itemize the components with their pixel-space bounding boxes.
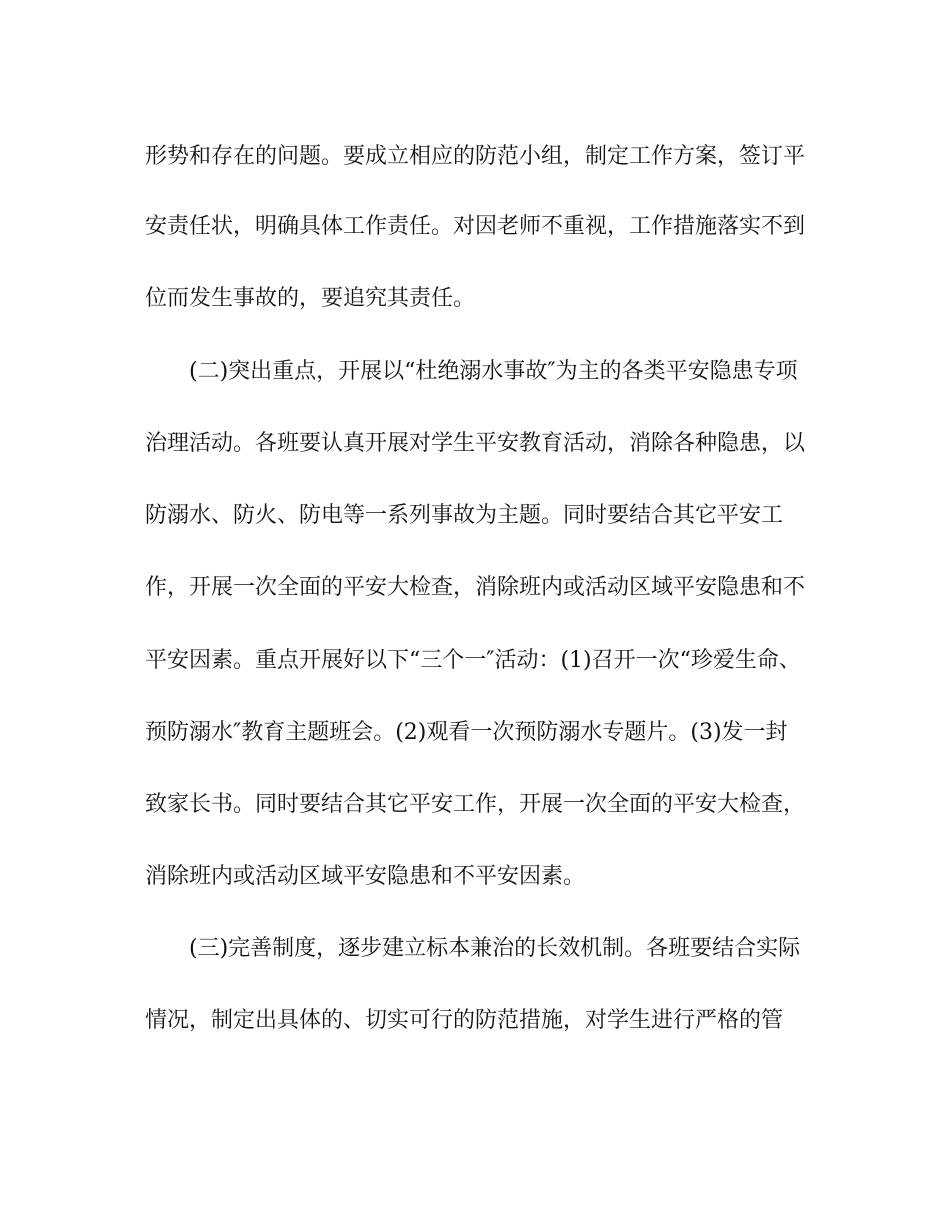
paragraph-line: 平安因素。重点开展好以下“三个一″活动：(1)召开一次“珍爱生命、 — [145, 648, 801, 673]
paragraph-line: 防溺水、防火、防电等一系列事故为主题。同时要结合其它平安工 — [145, 503, 784, 528]
paragraph-line: (二)突出重点，开展以“杜绝溺水事故″为主的各类平安隐患专项 — [189, 359, 798, 384]
paragraph-line: 致家长书。同时要结合其它平安工作，开展一次全面的平安大检查， — [145, 792, 806, 817]
paragraph-line: 形势和存在的问题。要成立相应的防范小组，制定工作方案，签订平 — [145, 144, 806, 169]
paragraph-line: 消除班内或活动区域平安隐患和不平安因素。 — [145, 864, 586, 889]
paragraph-line: 治理活动。各班要认真开展对学生平安教育活动，消除各种隐患，以 — [145, 431, 806, 456]
paragraph-line: 位而发生事故的，要追究其责任。 — [145, 286, 476, 311]
paragraph-line: 安责任状，明确具体工作责任。对因老师不重视，工作措施落实不到 — [145, 214, 806, 239]
paragraph-line: 情况，制定出具体的、切实可行的防范措施，对学生进行严格的管 — [145, 1008, 784, 1033]
paragraph-line: 预防溺水″教育主题班会。(2)观看一次预防溺水专题片。(3)发一封 — [145, 720, 788, 745]
paragraph-line: (三)完善制度，逐步建立标本兼治的长效机制。各班要结合实际 — [189, 936, 801, 961]
paragraph-line: 作，开展一次全面的平安大检查，消除班内或活动区域平安隐患和不 — [145, 575, 806, 600]
